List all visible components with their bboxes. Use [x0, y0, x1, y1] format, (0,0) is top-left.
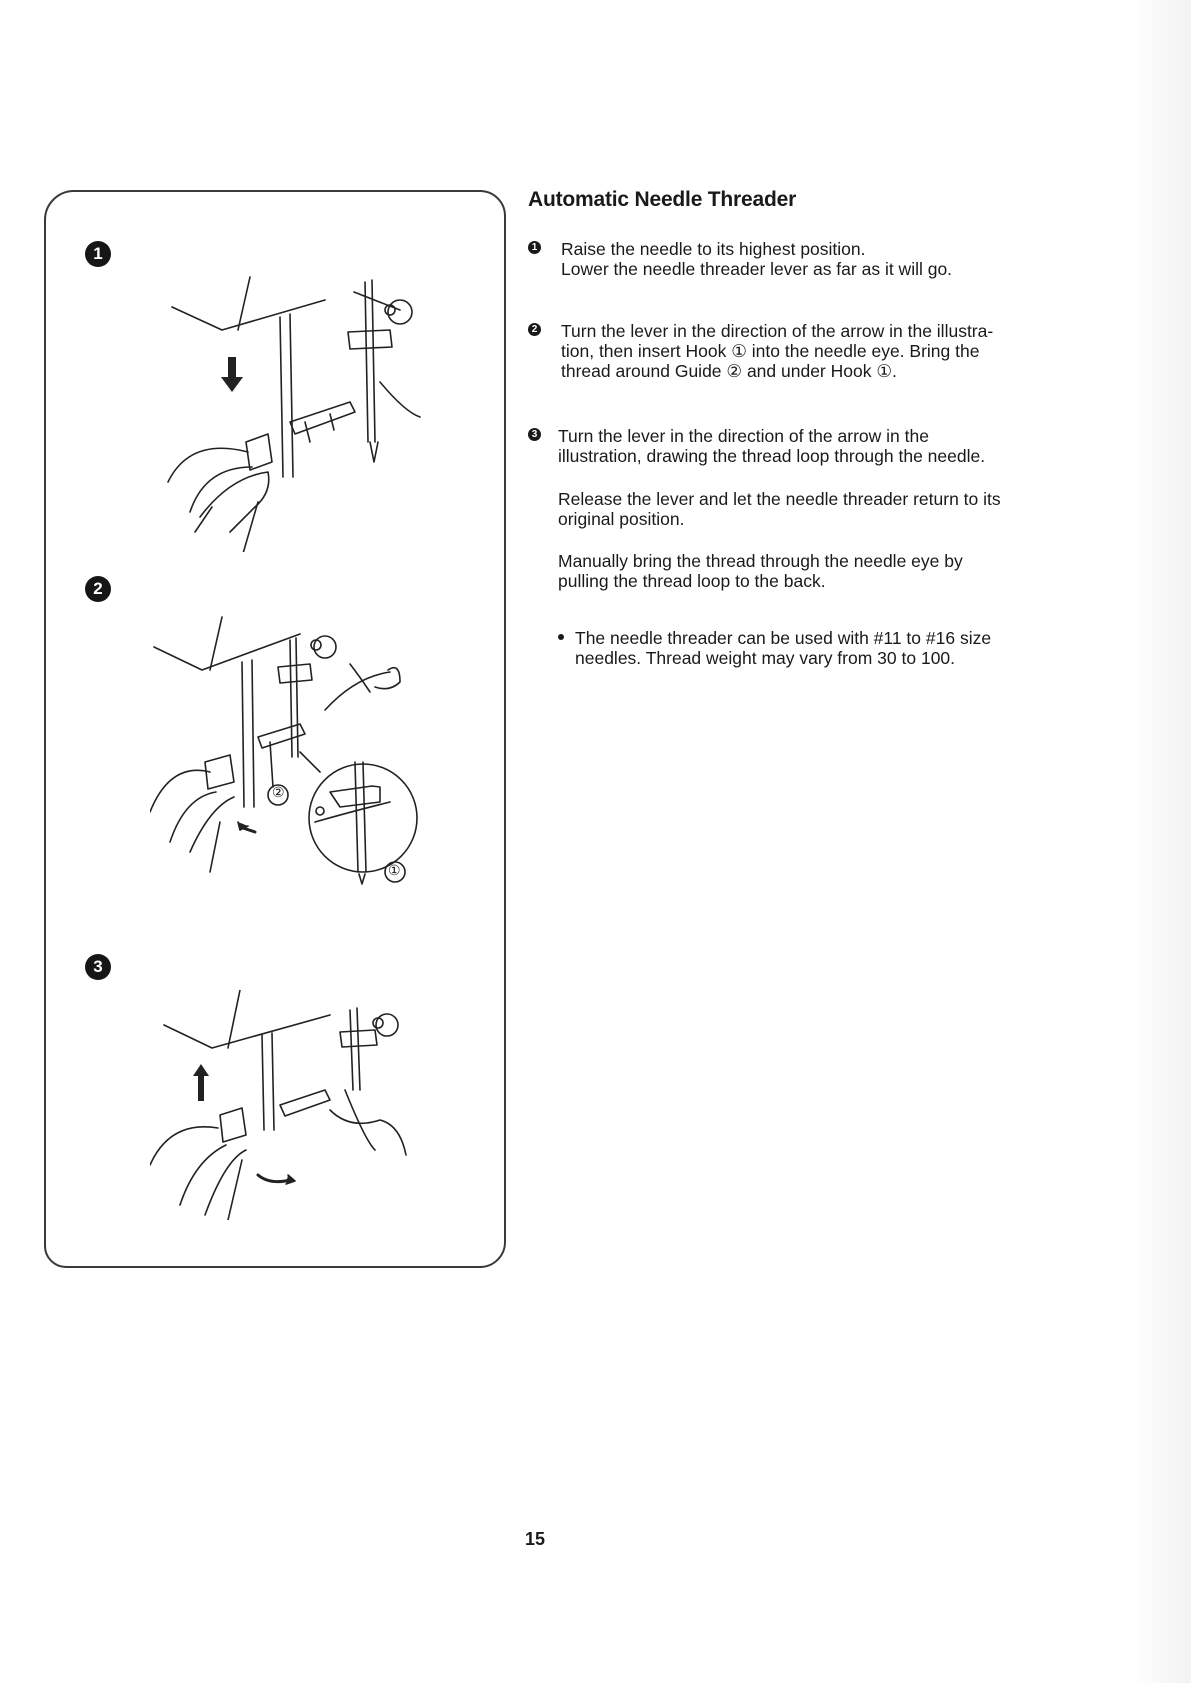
- step-1-bullet: 1: [528, 241, 541, 254]
- manual-thread-paragraph: [558, 551, 963, 591]
- scan-shadow: [1131, 0, 1191, 1683]
- note-line-2: needles. Thread weight may vary from 30 to 100.: [575, 648, 956, 668]
- step-3-bullet: 3: [528, 428, 541, 441]
- note-line-1: The needle threader can be used with #11 to #16 size: [575, 628, 992, 648]
- figure-step-3-marker: 3: [85, 954, 111, 980]
- page-number: 15: [525, 1529, 546, 1549]
- step-3-line-1: Turn the lever in the direction of the arrow in the: [558, 426, 929, 446]
- release-line-1: Release the lever and let the needle threader return to its: [558, 489, 1001, 509]
- step-2-text: [561, 321, 993, 381]
- callout-guide-label: ②: [272, 784, 285, 800]
- step-1-line-2: Lower the needle threader lever as far as it will go.: [561, 259, 953, 279]
- release-paragraph: [558, 489, 1001, 529]
- step-2-line-3: thread around Guide ② and under Hook ①.: [561, 361, 897, 381]
- step-3-line-2: illustration, drawing the thread loop through the needle.: [558, 446, 986, 466]
- figure-lower-lever: [150, 262, 450, 552]
- step-1-text: [561, 239, 952, 279]
- figure-turn-lever-insert-hook: [150, 612, 450, 912]
- manual-thread-line-2: pulling the thread loop to the back.: [558, 571, 826, 591]
- step-2-line-2: tion, then insert Hook ① into the needle eye. Bring the: [561, 341, 980, 361]
- step-3-text: [558, 426, 985, 466]
- figure-step-2-marker: 2: [85, 576, 111, 602]
- step-2-line-1: Turn the lever in the direction of the arrow in the illustra-: [561, 321, 994, 341]
- manual-thread-line-1: Manually bring the thread through the needle eye by: [558, 551, 963, 571]
- step-1-line-1: Raise the needle to its highest position.: [561, 239, 866, 259]
- note-bullet: [558, 634, 564, 640]
- step-2-bullet: 2: [528, 323, 541, 336]
- figure-step-1-marker: 1: [85, 241, 111, 267]
- release-line-2: original position.: [558, 509, 685, 529]
- section-title: Automatic Needle Threader: [528, 188, 797, 211]
- callout-hook-label: ①: [388, 862, 401, 878]
- figure-draw-thread-loop: [150, 990, 450, 1220]
- note-text: [575, 628, 991, 668]
